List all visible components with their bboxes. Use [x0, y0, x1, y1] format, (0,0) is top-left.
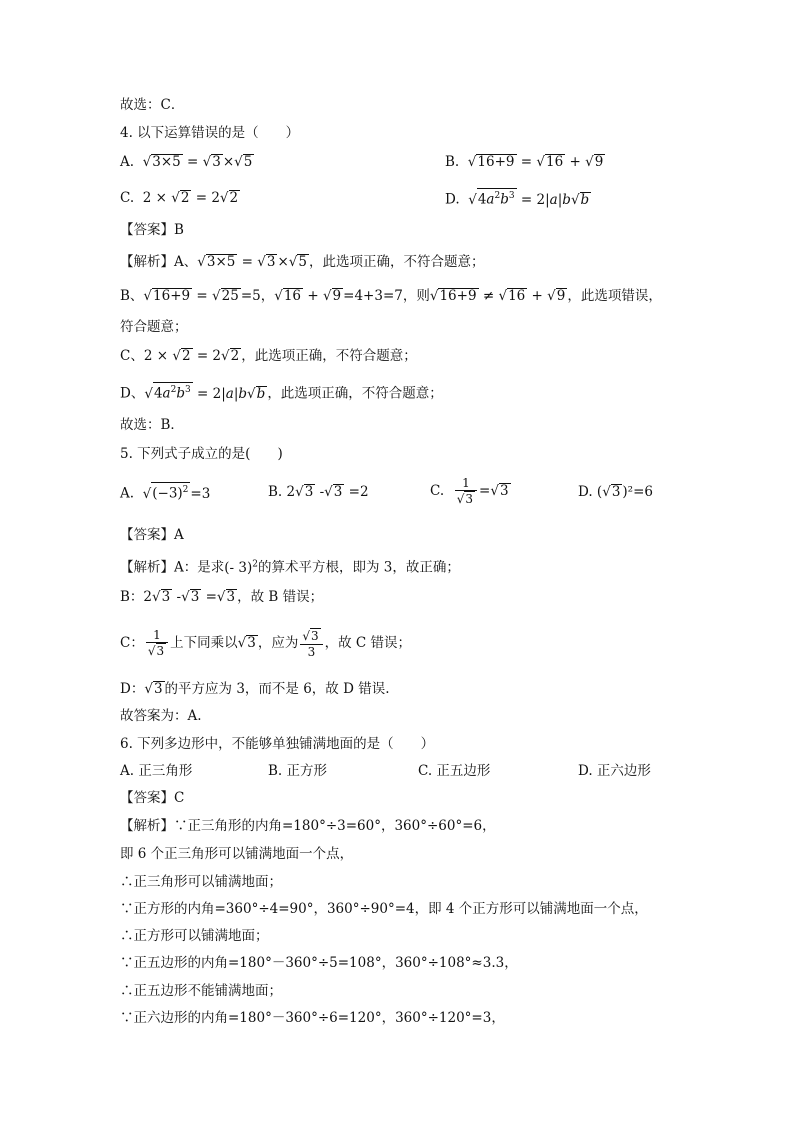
q4-analysis-c: C、2 × √ 2 = 2√ 2 ，此选项正确，不符合题意； [120, 347, 417, 365]
analysis-c-tail: ，此选项正确，不符合题意； [241, 348, 417, 364]
q6-option-c: C. 正五边形 [418, 763, 491, 779]
q5-option-d: D. (√ 3 )²=6 [578, 482, 653, 502]
analysis-b-text2: ，故 B 错误； [237, 589, 324, 605]
q4-stem: 4. 以下运算错误的是（ ） [120, 125, 300, 141]
answer-label: 【答案】 [120, 527, 174, 543]
analysis-c-prefix: C、 [120, 348, 144, 364]
analysis-c-text3: ，应为 [257, 635, 299, 651]
q5-analysis-a: 【解析】A：是求(- 3)$^2$的算术平方根，即为 3，故正确； [120, 559, 460, 576]
analysis-b-mid1: =5， [240, 288, 275, 304]
q5-stem: 5. 下列式子成立的是( ) [120, 446, 283, 462]
q5-option-b-label: B. [268, 484, 283, 500]
q3-conclusion: 故选：C． [120, 97, 185, 113]
q5-option-d-label: D. [578, 484, 593, 500]
analysis-c-text4: ，故 C 错误； [324, 635, 412, 651]
q6-analysis-line-1: 即 6 个正三角形可以铺满地面一个点， [120, 846, 354, 862]
q6-option-d: D. 正六边形 [578, 763, 651, 779]
q4-answer [120, 221, 184, 239]
q5-option-a: A. √ $(-3)^2 =3$ [120, 482, 210, 504]
q5-answer [120, 526, 184, 544]
q6-analysis-line-4: ∴正方形可以铺满地面； [120, 928, 269, 944]
q4-option-b: B. √ 16+9 = √ 16 + √ 9 [445, 152, 605, 172]
analysis-d-tail: ，此选项正确，不符合题意； [267, 385, 443, 402]
q6-analysis-line-2: ∴正三角形可以铺满地面； [120, 874, 282, 890]
q6-analysis-line-0 [120, 817, 496, 835]
q6-option-b: B. 正方形 [268, 763, 328, 779]
analysis-text: ∵正三角形的内角=180°÷3=60°，360°÷60°=6， [174, 818, 496, 834]
analysis-label: 【解析】 [120, 254, 174, 270]
q6-analysis-line-7: ∵正六边形的内角=180°－360°÷6=120°，360°÷120°=3， [120, 1010, 505, 1026]
q6-stem: 6. 下列多边形中，不能够单独铺满地面的是（ ） [120, 736, 435, 752]
q4-analysis-b-line2: 符合题意； [120, 319, 188, 335]
q4-option-d: D. √ $4a^2b^3 = 2|a|b√$ b [445, 188, 591, 210]
analysis-b-prefix: B、 [120, 288, 144, 304]
analysis-a-text2: 的算术平方根，即为 3，故正确； [257, 559, 460, 576]
q4-analysis-a: 【解析】A、√ 3×5 = √ 3 ×√ 5 ，此选项正确，不符合题意； [120, 253, 484, 271]
q5-conclusion: 故答案为：A. [120, 708, 202, 724]
analysis-b-text1: B： [120, 589, 144, 605]
q5-option-d-tail: )²=6 [622, 484, 653, 500]
q5-analysis-c: C： 1 √ 3 上下同乘以√ 3 ，应为 √ $\frac{3}{3}$ ，故 C 错误； [120, 628, 411, 659]
analysis-c-text1: C： [120, 635, 144, 651]
analysis-a-prefix: A、 [174, 254, 198, 270]
analysis-c-text2: 上下同乘以 [170, 635, 238, 651]
q5-option-c-label: C. [430, 483, 445, 499]
analysis-d-prefix: D、 [120, 385, 145, 402]
q6-analysis-line-6: ∴正五边形不能铺满地面； [120, 983, 282, 999]
analysis-b-tail: ，此选项错误， [567, 288, 662, 304]
analysis-label: 【解析】 [120, 818, 174, 834]
q6-answer [120, 789, 184, 807]
q5-analysis-b: B：2√ 3 -√ 3 =√ 3 ，故 B 错误； [120, 588, 323, 606]
q5-option-c: C. 1 √ 3 =√ 3 [430, 476, 511, 507]
analysis-d-text2: 的平方应为 3，而不是 6，故 D 错误. [164, 681, 390, 697]
answer-value: A [174, 527, 184, 543]
q4-option-c: C. 2 × √ 2 = 2√ 2 [120, 188, 240, 208]
q5-analysis-d: D：√ 3 的平方应为 3，而不是 6，故 D 错误. [120, 680, 390, 698]
answer-label: 【答案】 [120, 790, 174, 806]
q5-option-b: B. 2√ 3 -√ 3 =2 [268, 482, 369, 502]
analysis-d-text1: D： [120, 681, 145, 697]
q6-analysis-line-5: ∵正五边形的内角=180°－360°÷5=108°，360°÷108°≈3.3， [120, 955, 518, 971]
answer-label: 【答案】 [120, 222, 174, 238]
q6-analysis-line-3: ∵正方形的内角=360°÷4=90°，360°÷90°=4，即 4 个正方形可以铺满地面一个点， [120, 901, 648, 917]
q6-option-a: A. 正三角形 [120, 763, 193, 779]
q4-analysis-b: B、√ 16+9 = √ 25 =5，√ 16 + √ 9 =4+3=7，则√ 16+9 ≠ √ 16 + √ 9 ，此选项错误， [120, 287, 662, 305]
answer-value: B [174, 222, 184, 238]
analysis-b-mid2: =4+3=7，则 [343, 288, 430, 304]
q4-option-a: A. √ 3×5 = √ 3 ×√ 5 [120, 152, 254, 172]
q4-analysis-d: D、√ $4a^2b^3 = 2|a|b√$ b ，此选项正确，不符合题意； [120, 382, 443, 403]
analysis-label: 【解析】 [120, 559, 174, 576]
analysis-a-tail: ，此选项正确，不符合题意； [308, 254, 485, 270]
answer-value: C [174, 790, 185, 806]
analysis-a-text1: A：是求 [174, 559, 225, 576]
q4-conclusion: 故选：B． [120, 417, 184, 433]
